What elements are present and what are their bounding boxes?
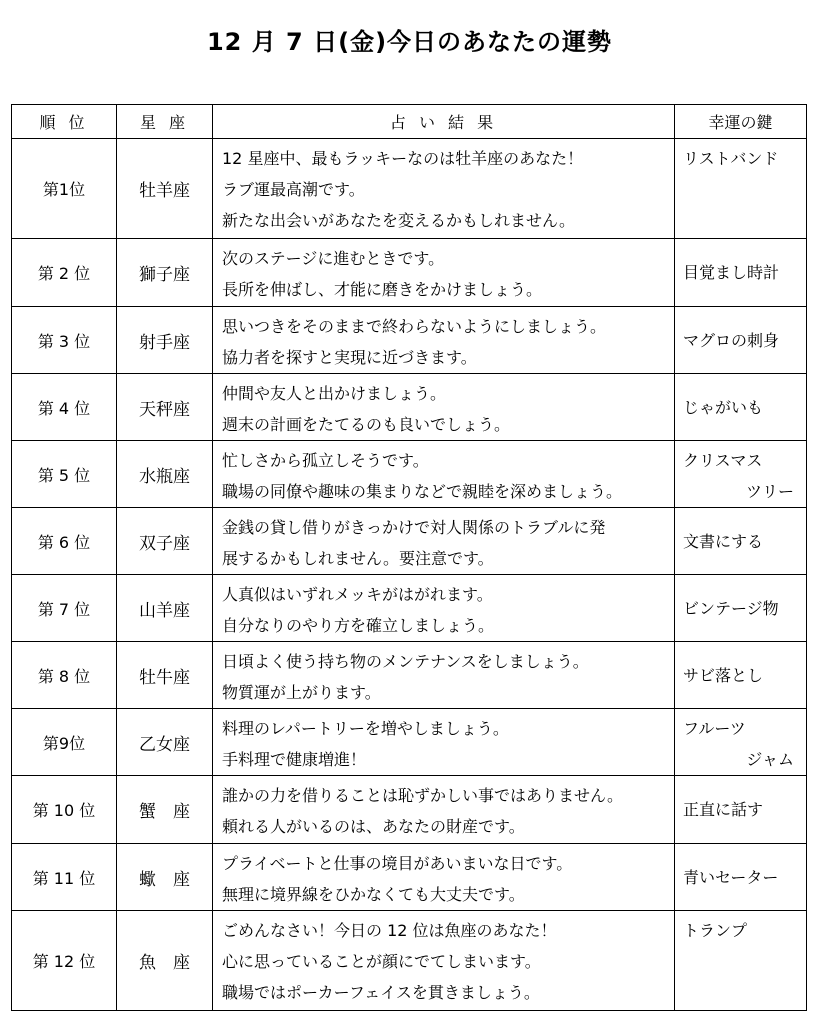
result-line: 料理のレパートリーを増やしましょう。: [222, 719, 509, 738]
result-line: 手料理で健康増進！: [222, 750, 367, 769]
lucky-key-cell: [675, 441, 807, 508]
rank-cell: 第 12 位: [12, 911, 117, 1011]
result-cell: [213, 139, 675, 239]
lucky-key-line: 文書にする: [683, 531, 764, 551]
result-cell: [213, 508, 675, 575]
lucky-key-line: サビ落とし: [683, 665, 764, 685]
rank-cell: 第 5 位: [12, 441, 117, 508]
result-line: 自分なりのやり方を確立しましょう。: [222, 616, 495, 635]
lucky-key-cell: [675, 776, 807, 844]
lucky-key-line: ツリー: [745, 482, 794, 501]
lucky-key-line: ビンテージ物: [683, 598, 779, 618]
result-line: 忙しさから孤立しそうです。: [222, 451, 429, 470]
lucky-key-cell: [675, 239, 807, 307]
lucky-key-line: フルーツ: [683, 719, 746, 738]
result-line: 次のステージに進むときです。: [222, 249, 445, 268]
rank-cell: 第 8 位: [12, 642, 117, 709]
result-line: 日頃よく使う持ち物のメンテナンスをしましょう。: [222, 652, 589, 671]
result-line: 職場の同僚や趣味の集まりなどで親睦を深めましょう。: [222, 482, 623, 501]
lucky-key-cell: [675, 844, 807, 911]
rank-cell: 第 7 位: [12, 575, 117, 642]
table-row: [12, 307, 807, 374]
lucky-key-line: クリスマス: [683, 451, 763, 470]
result-cell: [213, 575, 675, 642]
lucky-key-cell: [675, 139, 807, 239]
table-row: [12, 139, 807, 239]
fortune-table: [11, 104, 807, 1011]
rank-cell: 第 11 位: [12, 844, 117, 911]
result-line: 職場ではポーカーフェイスを貫きましょう。: [222, 983, 540, 1002]
result-line: 人真似はいずれメッキがはがれます。: [222, 585, 493, 604]
result-cell: [213, 374, 675, 441]
result-cell: [213, 911, 675, 1011]
lucky-key-line: じゃがいも: [683, 397, 764, 417]
sign-cell: 双子座: [117, 508, 213, 575]
result-line: 仲間や友人と出かけましょう。: [222, 384, 447, 403]
sign-cell: 蠍 座: [117, 844, 213, 911]
sign-cell: 蟹 座: [117, 776, 213, 844]
lucky-key-line: ジャム: [746, 750, 794, 769]
rank-cell: 第 6 位: [12, 508, 117, 575]
lucky-key-line: リストバンド: [683, 149, 779, 168]
result-line: 12 星座中、最もラッキーなのは牡羊座のあなた！: [222, 149, 584, 168]
result-line: 金銭の貸し借りがきっかけで対人関係のトラブルに発: [222, 518, 606, 537]
result-line: 心に思っていることが顔にでてしまいます。: [222, 952, 541, 971]
table-row: [12, 508, 807, 575]
header-result: 占 い 結 果: [213, 105, 675, 139]
sign-cell: 山羊座: [117, 575, 213, 642]
lucky-key-cell: [675, 575, 807, 642]
sign-cell: 天秤座: [117, 374, 213, 441]
lucky-key-cell: [675, 642, 807, 709]
sign-cell: 牡羊座: [117, 139, 213, 239]
sign-cell: 水瓶座: [117, 441, 213, 508]
page-title: 12 月 7 日(金)今日のあなたの運勢: [206, 28, 613, 56]
result-line: 無理に境界線をひかなくても大丈夫です。: [222, 885, 525, 904]
result-line: ラブ運最高潮です。: [222, 180, 365, 199]
rank-cell: 第 3 位: [12, 307, 117, 374]
lucky-key-cell: [675, 374, 807, 441]
lucky-key-line: 青いセーター: [683, 867, 779, 887]
result-cell: [213, 441, 675, 508]
sign-cell: 魚 座: [117, 911, 213, 1011]
result-line: 頼れる人がいるのは、あなたの財産です。: [222, 817, 525, 836]
result-line: 週末の計画をたてるのも良いでしょう。: [222, 415, 511, 434]
result-line: 協力者を探すと実現に近づきます。: [222, 348, 477, 367]
lucky-key-cell: [675, 911, 807, 1011]
table-row: [12, 642, 807, 709]
result-line: 展するかもしれません。要注意です。: [222, 549, 494, 568]
rank-cell: 第 4 位: [12, 374, 117, 441]
lucky-key-line: マグロの刺身: [683, 330, 780, 350]
lucky-key-cell: [675, 307, 807, 374]
sign-cell: 射手座: [117, 307, 213, 374]
lucky-key-line: 正直に話す: [683, 800, 764, 819]
result-line: 新たな出会いがあなたを変えるかもしれません。: [222, 211, 575, 230]
rank-cell: 第 2 位: [12, 239, 117, 307]
rank-cell: 第9位: [12, 709, 117, 776]
sign-cell: 乙女座: [117, 709, 213, 776]
lucky-key-line: トランプ: [683, 921, 748, 940]
sign-cell: 牡牛座: [117, 642, 213, 709]
result-line: 物質運が上がります。: [222, 683, 381, 702]
table-header-row: [12, 105, 807, 139]
sign-cell: 獅子座: [117, 239, 213, 307]
table-row: [12, 844, 807, 911]
header-sign: 星 座: [117, 105, 213, 139]
lucky-key-cell: [675, 508, 807, 575]
result-cell: [213, 642, 675, 709]
table-row: [12, 776, 807, 844]
table-row: [12, 239, 807, 307]
header-rank: 順 位: [12, 105, 117, 139]
table-row: [12, 441, 807, 508]
result-cell: [213, 844, 675, 911]
table-row: [12, 374, 807, 441]
result-cell: [213, 307, 675, 374]
rank-cell: 第1位: [12, 139, 117, 239]
result-line: プライベートと仕事の境目があいまいな日です。: [222, 854, 573, 873]
result-line: 思いつきをそのままで終わらないようにしましょう。: [222, 317, 607, 336]
result-cell: [213, 709, 675, 776]
table-row: [12, 709, 807, 776]
lucky-key-cell: [675, 709, 807, 776]
table-row: [12, 911, 807, 1011]
result-line: 長所を伸ばし、才能に磨きをかけましょう。: [222, 280, 543, 299]
rank-cell: 第 10 位: [12, 776, 117, 844]
result-line: 誰かの力を借りることは恥ずかしい事ではありません。: [222, 786, 623, 805]
table-row: [12, 575, 807, 642]
result-cell: [213, 239, 675, 307]
result-line: ごめんなさい！今日の 12 位は魚座のあなた！: [222, 921, 557, 940]
result-cell: [213, 776, 675, 844]
header-key: 幸運の鍵: [675, 105, 807, 139]
lucky-key-line: 目覚まし時計: [683, 263, 780, 282]
fortune-table-body: [12, 139, 807, 1011]
